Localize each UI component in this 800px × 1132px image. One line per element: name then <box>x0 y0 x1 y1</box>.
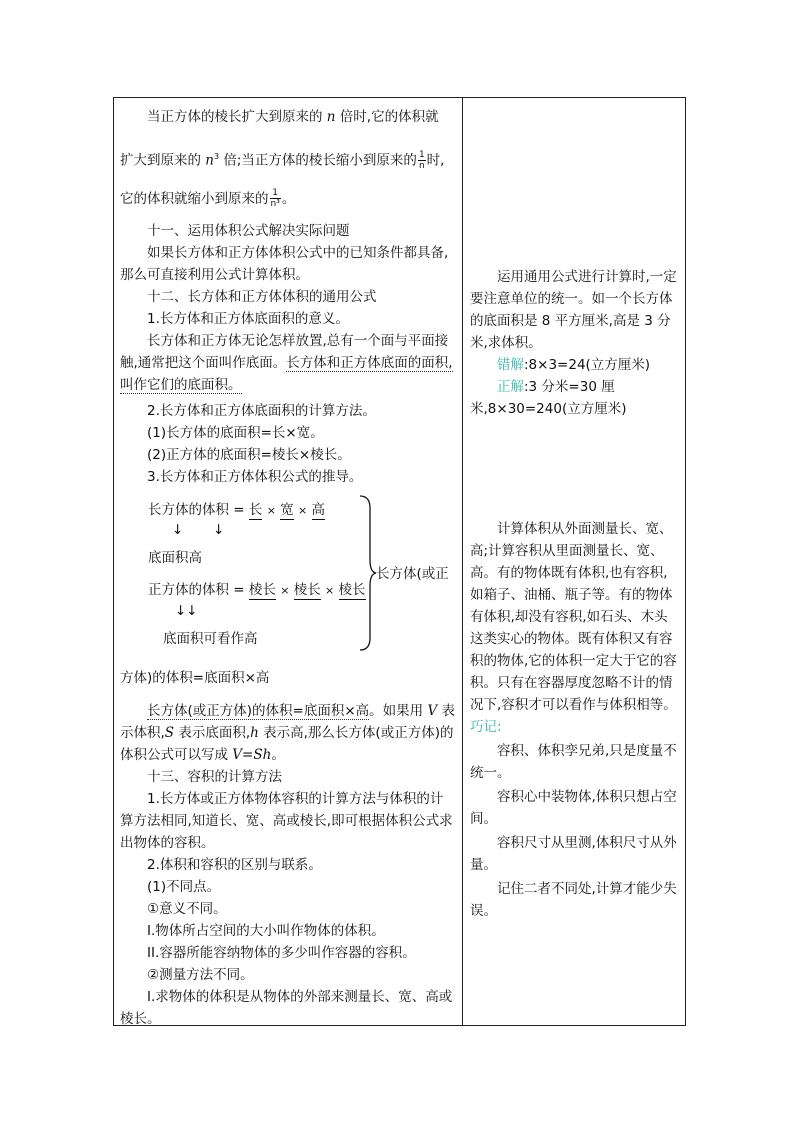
sub-3: 3.长方体和正方体体积公式的推导。 <box>147 468 363 485</box>
heading-11: 十一、运用体积公式解决实际问题 <box>147 222 350 239</box>
para-edge-scale-3: 它的体积就缩小到原来的 $\frac{1}{\text{n³}}$ 。 <box>120 188 296 209</box>
capacity-1: 1.长方体或正方体物体容积的计算方法与体积的计算方法相同,知道长、宽、高或棱长,即可根据体积公式求出物体的容积。 <box>120 791 453 851</box>
conclusion: 长方体(或正方体)的体积=底面积×高。如果用 V 表示体积,S 表示底面积,h 表示高,那么长方体(或正方体)的体积公式可以写成 V=Sh。 <box>120 703 456 763</box>
down-arrow-icon: ↓ <box>213 522 225 538</box>
down-arrow-icon: ↓ <box>172 522 184 538</box>
para-11: 如果长方体和正方体体积公式中的已知条件都具备,那么可直接利用公式计算体积。 <box>120 244 449 283</box>
right-tip-unit <box>470 266 680 420</box>
memo-4: 记住二者不同处,计算才能少失误。 <box>470 881 677 919</box>
sub-1-body: 长方体和正方体无论怎样放置,总有一个面与平面接触,通常把这个面叫作底面。长方体和正方体底面的面积,叫作它们的底面积。 <box>120 332 453 393</box>
tip-capacity: 计算体积从外面测量长、宽、高;计算容积从里面测量长、宽、高。有的物体既有体积,也有容积,如箱子、油桶、瓶子等。有的物体有体积,却没有容积,如石头、木头这类实心的物体。既有体积又有容积的物体,它的体积一定大于它的容积。只有在容器厚度忽略不计的情况下,容积才可以看作与体积相等。 <box>470 521 677 713</box>
brace-result-continued: 方体)的体积=底面积×高 <box>120 670 270 686</box>
capacity-2: 2.体积和容积的区别与联系。 <box>147 857 322 873</box>
sub-2-1: (1)长方体的底面积=长×宽。 <box>147 424 324 441</box>
brace-result-text: 长方体(或正 <box>376 566 449 582</box>
wrong-solution: 错解:8×3=24(立方厘米) <box>497 357 651 373</box>
right-tip-capacity <box>470 518 680 922</box>
memo-2: 容积心中装物体,体积只想占空间。 <box>470 789 677 827</box>
para-edge-scale-2: 扩大到原来的 $n^3$ 倍;当正方体的棱长缩小到原来的 $\frac{1}{n}$ 时, <box>120 150 445 171</box>
column-divider <box>462 97 463 1026</box>
double-down-arrow-icon: ↓↓ <box>175 603 198 619</box>
capacity-2-1: (1)不同点。 <box>147 879 221 895</box>
sub-2-2: (2)正方体的底面积=棱长×棱长。 <box>147 446 351 463</box>
right-solution: 正解:3 分米=30 厘 <box>497 379 615 395</box>
left-column <box>120 104 456 488</box>
base-area-as-height-label: 底面积可看作高 <box>163 631 258 647</box>
fraction-1-over-n: $\frac{1}{n}$ <box>418 150 425 171</box>
capacity-I: I.物体所占空间的大小叫作物体的体积。 <box>147 923 385 939</box>
memo-label: 巧记: <box>470 719 502 735</box>
fraction-1-over-n-cubed: $\frac{1}{\text{n³}}$ <box>270 188 280 209</box>
para-edge-scale-1: 当正方体的棱长扩大到原来的 n 倍时,它的体积就 <box>147 109 439 125</box>
capacity-II: II.容器所能容纳物体的多少叫作容器的容积。 <box>147 945 416 961</box>
left-column-lower <box>120 700 456 1030</box>
capacity-I2: I.求物体的体积是从物体的外部来测量长、宽、高或棱长。 <box>120 989 453 1027</box>
tip-unit: 运用通用公式进行计算时,一定要注意单位的统一。如一个长方体的底面积是 8 平方厘米,高是 3 分米,求体积。 <box>470 269 677 351</box>
memo-3: 容积尺寸从里测,体积尺寸从外量。 <box>470 835 677 873</box>
heading-13: 十三、容积的计算方法 <box>147 769 282 785</box>
right-solution-cont: 米,8×30=240(立方厘米) <box>470 401 627 417</box>
capacity-circ-2: ②测量方法不同。 <box>147 967 254 983</box>
capacity-circ-1: ①意义不同。 <box>147 901 227 917</box>
memo-1: 容积、体积孪兄弟,只是度量不统一。 <box>470 743 677 781</box>
right-brace-icon <box>358 494 378 652</box>
base-area-height-label: 底面积高 <box>148 550 202 566</box>
heading-12: 十二、长方体和正方体体积的通用公式 <box>147 288 377 305</box>
sub-1: 1.长方体和正方体底面积的意义。 <box>147 310 349 327</box>
sub-2: 2.长方体和正方体底面积的计算方法。 <box>147 402 376 419</box>
cuboid-volume-formula: 长方体的体积 = 长 × 宽 × 高 <box>148 502 326 518</box>
cube-volume-formula: 正方体的体积 = 棱长 × 棱长 × 棱长 <box>148 582 366 598</box>
